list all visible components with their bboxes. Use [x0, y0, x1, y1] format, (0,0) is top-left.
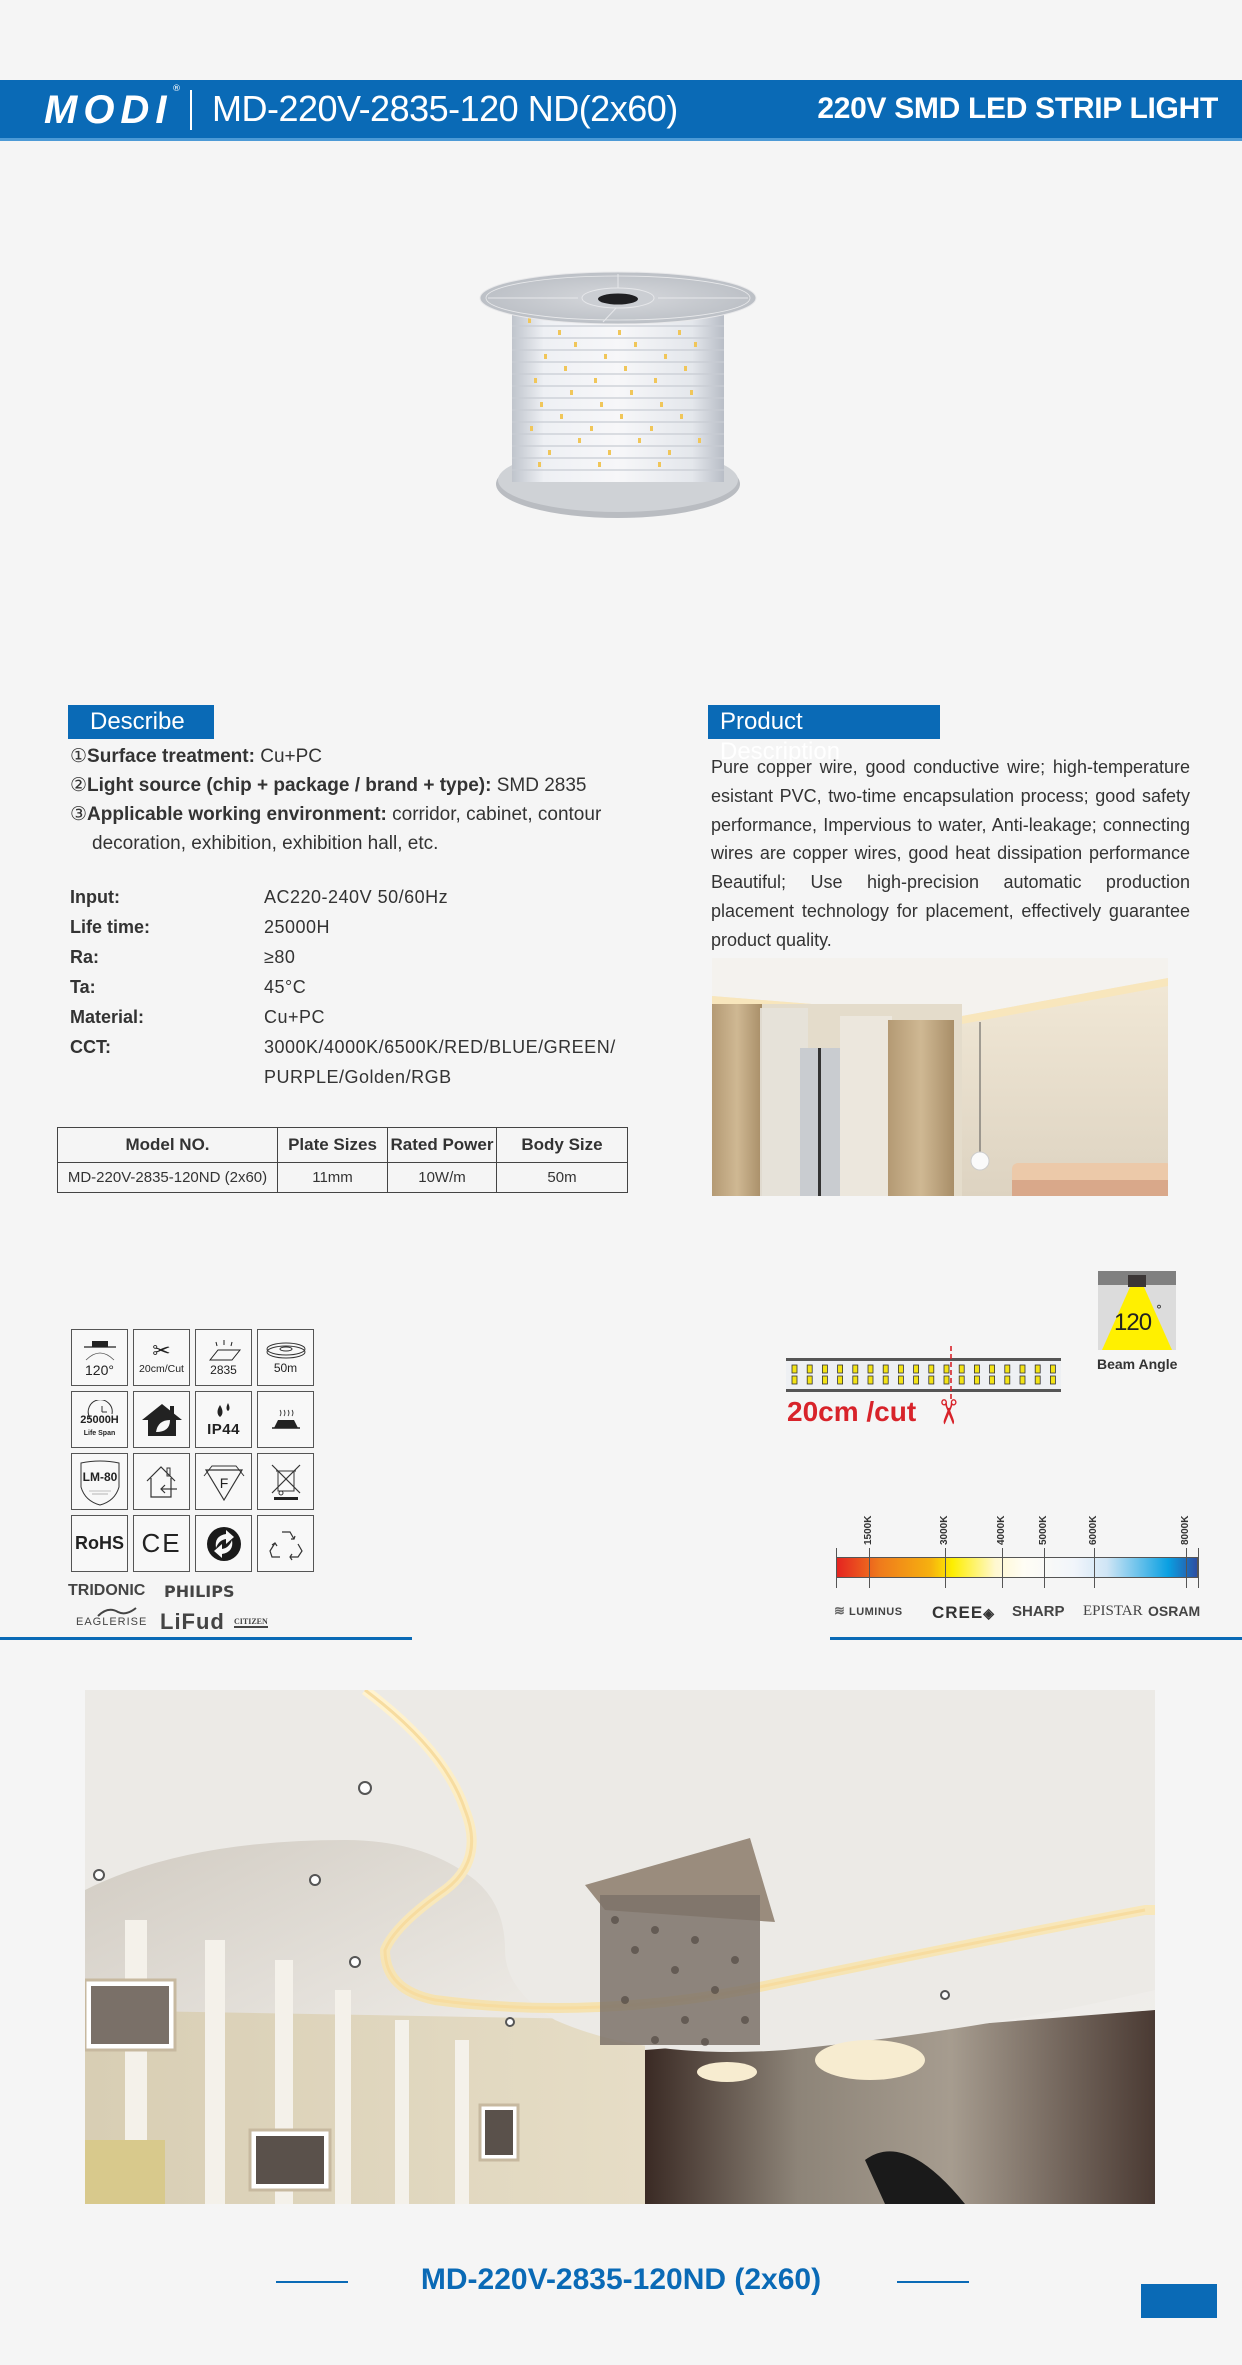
spec-label — [70, 1062, 264, 1092]
led-chip — [883, 1365, 888, 1373]
section-divider-left — [0, 1637, 412, 1640]
led-chip — [853, 1365, 858, 1373]
spec-row — [70, 882, 684, 912]
table-cell: 10W/m — [388, 1163, 497, 1193]
cct-tick-label: 4000K — [995, 1515, 1007, 1545]
recycle-icon — [257, 1515, 314, 1572]
weee-icon — [257, 1453, 314, 1510]
table-row — [58, 1163, 628, 1193]
led-chip — [838, 1376, 843, 1384]
header-divider — [190, 90, 192, 130]
brand-tridonic: TRIDONIC — [68, 1582, 146, 1599]
spec-row — [70, 1062, 684, 1092]
f-mark-text: F — [219, 1474, 228, 1491]
cct-tick-label: 3000K — [939, 1515, 951, 1545]
item-number: ② — [70, 775, 88, 796]
spec-value: AC220-240V 50/60Hz — [264, 887, 449, 907]
f-mark-icon — [195, 1453, 252, 1510]
led-chip — [807, 1376, 812, 1384]
beam-angle-icon — [71, 1329, 128, 1386]
luminus-logo-icon: ≋ — [834, 1603, 846, 1618]
indoor-icon — [133, 1453, 190, 1510]
spec-row — [70, 1002, 684, 1032]
chip-brand-osram: OSRAM — [1148, 1603, 1201, 1619]
chip-brand-epistar: EPISTAR — [1083, 1603, 1143, 1619]
cct-tick — [945, 1548, 946, 1588]
icon-caption: IP44 — [207, 1421, 240, 1438]
led-chip — [1050, 1365, 1055, 1373]
waterproof-icon — [195, 1391, 252, 1448]
spec-value: ≥80 — [264, 947, 296, 967]
green-dot-icon — [195, 1515, 252, 1572]
living-room-application-photo — [85, 1690, 1155, 2204]
item-value: corridor, cabinet, contour — [386, 804, 602, 825]
heat-icon — [257, 1391, 314, 1448]
reel-icon — [257, 1329, 314, 1386]
spec-value: 3000K/4000K/6500K/RED/BLUE/GREEN/ — [264, 1037, 616, 1057]
cut-line — [949, 1346, 953, 1402]
feature-icon-grid — [71, 1329, 314, 1572]
beam-degree-symbol: ° — [1156, 1303, 1162, 1317]
spec-label: Ra: — [70, 947, 100, 967]
beam-angle-diagram — [1098, 1271, 1176, 1350]
ce-icon — [133, 1515, 190, 1572]
led-chip — [974, 1365, 979, 1373]
lm80-icon — [71, 1453, 128, 1510]
led-chip — [838, 1365, 843, 1373]
cct-tick-label: 8000K — [1179, 1515, 1191, 1545]
led-chip — [807, 1365, 812, 1373]
red-scissors-icon: ✂ — [927, 1397, 968, 1427]
describe-item-continuation: decoration, exhibition, exhibition hall, etc. — [92, 833, 439, 854]
led-chip — [974, 1376, 979, 1384]
table-header-row — [58, 1128, 628, 1163]
led-chip — [1020, 1376, 1025, 1384]
spec-label: Input: — [70, 887, 120, 907]
led-chip — [1005, 1365, 1010, 1373]
scissors-glyph: ✂ — [152, 1338, 171, 1363]
table-cell: 50m — [497, 1163, 628, 1193]
led-chip — [898, 1365, 903, 1373]
led-chip — [868, 1376, 873, 1384]
lifespan-icon — [71, 1391, 128, 1448]
led-chip — [959, 1376, 964, 1384]
header-category-title: 220V SMD LED STRIP LIGHT — [817, 92, 1218, 125]
icon-subcaption: Life Span — [83, 1429, 116, 1437]
led-chip — [1005, 1376, 1010, 1384]
model-table — [57, 1127, 628, 1193]
header-model-title: MD-220V-2835-120 ND(2x60) — [212, 88, 678, 129]
item-label: Light source (chip + package / brand + type): — [87, 775, 492, 796]
registered-mark: ® — [172, 84, 181, 94]
cct-gradient-bar — [836, 1557, 1198, 1578]
cut-length-label: 20cm /cut — [787, 1396, 917, 1427]
lm80-text: LM-80 — [82, 1469, 117, 1484]
describe-item — [70, 742, 670, 771]
brand-lifud: LiFud — [160, 1609, 225, 1634]
led-strip-diagram — [786, 1358, 1061, 1392]
footer-dash-right — [897, 2281, 969, 2283]
spec-list — [70, 882, 684, 1092]
cct-tick — [1002, 1548, 1003, 1588]
spec-row — [70, 972, 684, 1002]
brand-logo: MODI — [44, 88, 173, 132]
icon-caption: RoHS — [75, 1533, 124, 1553]
icon-caption: 120° — [85, 1362, 114, 1378]
product-description-text: Pure copper wire, good conductive wire; high-temperature esistant PVC, two-time encapsulation process; good safety performance, Impervious to water, Anti-leakage; connecting wires are copper wires, good heat dissipation performance Beautiful; Use high-precision automatic production placement technology for placement, effectively guarantee product quality. — [711, 757, 1190, 950]
led-chip — [792, 1376, 797, 1384]
cct-bar-edge — [836, 1548, 837, 1588]
column-header: Rated Power — [388, 1128, 497, 1163]
brand-citizen: CITIZEN — [234, 1617, 268, 1626]
rohs-icon — [71, 1515, 128, 1572]
cct-tick-label: 1500K — [863, 1515, 875, 1545]
describe-list — [70, 742, 670, 858]
describe-item — [70, 800, 670, 829]
spec-value: 45°C — [264, 977, 307, 997]
spec-label: Life time: — [70, 917, 151, 937]
led-chip — [1035, 1365, 1040, 1373]
describe-item — [70, 771, 670, 800]
spec-value: PURPLE/Golden/RGB — [264, 1067, 452, 1087]
beam-angle-value: 120 — [1114, 1309, 1152, 1336]
cct-tick — [1094, 1548, 1095, 1588]
led-chip — [959, 1365, 964, 1373]
spec-row — [70, 912, 684, 942]
cct-bar-edge — [1198, 1548, 1199, 1588]
led-chip — [853, 1376, 858, 1384]
chip-brand-cree — [932, 1603, 995, 1623]
led-chips — [786, 1361, 1061, 1389]
led-chip — [914, 1365, 919, 1373]
led-chip — [898, 1376, 903, 1384]
chip-icon — [195, 1329, 252, 1386]
led-chip — [1020, 1365, 1025, 1373]
footer-accent-block — [1141, 2284, 1217, 2318]
led-chip — [822, 1365, 827, 1373]
spec-label: Ta: — [70, 977, 96, 997]
led-chip — [868, 1365, 873, 1373]
column-header: Body Size — [497, 1128, 628, 1163]
cct-tick — [869, 1548, 870, 1588]
icon-caption: 2835 — [210, 1363, 237, 1377]
spec-label: Material: — [70, 1007, 145, 1027]
column-header: Model NO. — [58, 1128, 278, 1163]
led-chip — [792, 1365, 797, 1373]
led-chip — [929, 1376, 934, 1384]
item-number: ③ — [70, 804, 88, 825]
led-chip — [929, 1365, 934, 1373]
describe-section-title: Describe — [68, 705, 214, 739]
item-value: Cu+PC — [254, 746, 322, 767]
cct-tick — [1044, 1548, 1045, 1588]
cct-tick — [1186, 1548, 1187, 1588]
led-chip — [1035, 1376, 1040, 1384]
table-cell: 11mm — [278, 1163, 388, 1193]
led-chip — [1050, 1376, 1055, 1384]
beam-angle-label: Beam Angle — [1097, 1356, 1178, 1372]
brand-luminus-text: LUMINUS — [848, 1606, 903, 1618]
brand-cree-text: CREE — [932, 1603, 984, 1622]
spec-label: CCT: — [70, 1037, 111, 1057]
table-cell: MD-220V-2835-120ND (2x60) — [58, 1163, 278, 1193]
header-bar — [0, 80, 1242, 141]
footer-model-title: MD-220V-2835-120ND (2x60) — [420, 2263, 822, 2296]
icon-caption: 20cm/Cut — [139, 1363, 184, 1375]
spec-value: Cu+PC — [264, 1007, 326, 1027]
bedroom-application-photo — [712, 958, 1168, 1196]
product-description-title: Product Description — [708, 705, 940, 739]
cct-tick-label: 5000K — [1037, 1515, 1049, 1545]
product-reel-image — [478, 262, 758, 522]
item-value: SMD 2835 — [491, 775, 587, 796]
chip-brand-sharp: SHARP — [1012, 1603, 1065, 1620]
cree-logo-icon: ◈ — [983, 1605, 996, 1621]
spec-row — [70, 942, 684, 972]
icon-caption: 25000H — [80, 1413, 119, 1426]
item-label: Surface treatment: — [87, 746, 255, 767]
cct-tick-label: 6000K — [1088, 1515, 1100, 1545]
brand-eaglerise: EAGLERISE — [76, 1616, 148, 1628]
icon-caption: CE — [141, 1528, 182, 1558]
led-chip — [914, 1376, 919, 1384]
chip-brand-luminus — [834, 1603, 903, 1619]
brand-philips: PHILIPS — [164, 1582, 235, 1601]
spec-row — [70, 1032, 684, 1062]
eco-house-icon — [133, 1391, 190, 1448]
icon-caption: 50m — [273, 1361, 298, 1375]
item-label: Applicable working environment: — [87, 804, 387, 825]
item-number: ① — [70, 746, 88, 767]
led-chip — [990, 1376, 995, 1384]
column-header: Plate Sizes — [278, 1128, 388, 1163]
eaglerise-swoosh-icon — [96, 1606, 138, 1618]
led-chip — [822, 1376, 827, 1384]
led-chip — [990, 1365, 995, 1373]
section-divider-right — [830, 1637, 1242, 1640]
scissors-icon — [133, 1329, 190, 1386]
led-chip — [883, 1376, 888, 1384]
spec-value: 25000H — [264, 917, 331, 937]
